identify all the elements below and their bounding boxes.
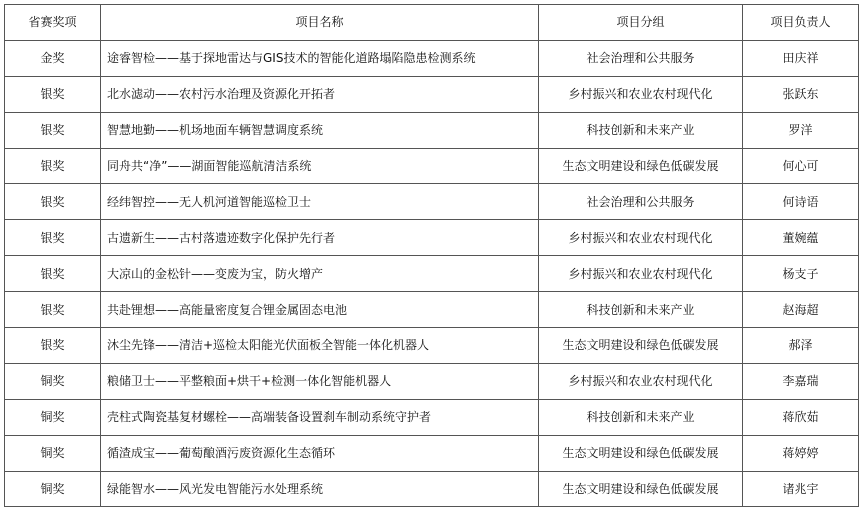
award-cell: 银奖 xyxy=(5,148,101,184)
project-group-cell: 生态文明建设和绿色低碳发展 xyxy=(539,435,743,471)
award-cell: 银奖 xyxy=(5,292,101,328)
table-row xyxy=(5,328,859,364)
header-row xyxy=(5,5,859,41)
project-leader-cell: 何心可 xyxy=(743,148,859,184)
award-cell: 铜奖 xyxy=(5,435,101,471)
project-group-cell: 生态文明建设和绿色低碳发展 xyxy=(539,471,743,507)
header-project-leader: 项目负责人 xyxy=(743,5,859,41)
project-name-cell: 途睿智检——基于探地雷达与GIS技术的智能化道路塌陷隐患检测系统 xyxy=(101,40,539,76)
project-group-cell: 乡村振兴和农业农村现代化 xyxy=(539,220,743,256)
project-group-cell: 科技创新和未来产业 xyxy=(539,112,743,148)
project-leader-cell: 田庆祥 xyxy=(743,40,859,76)
project-group-cell: 科技创新和未来产业 xyxy=(539,399,743,435)
table-header xyxy=(5,5,859,41)
table-row xyxy=(5,471,859,507)
project-leader-cell: 张跃东 xyxy=(743,76,859,112)
header-project-name: 项目名称 xyxy=(101,5,539,41)
award-cell: 铜奖 xyxy=(5,363,101,399)
award-cell: 银奖 xyxy=(5,328,101,364)
table-row xyxy=(5,40,859,76)
award-cell: 银奖 xyxy=(5,220,101,256)
project-group-cell: 科技创新和未来产业 xyxy=(539,292,743,328)
project-name-cell: 经纬智控——无人机河道智能巡检卫士 xyxy=(101,184,539,220)
project-name-cell: 同舟共“净”——湖面智能巡航清洁系统 xyxy=(101,148,539,184)
table-row xyxy=(5,112,859,148)
table-row xyxy=(5,256,859,292)
project-leader-cell: 董婉蕴 xyxy=(743,220,859,256)
table-row xyxy=(5,184,859,220)
project-name-cell: 古遗新生——古村落遗迹数字化保护先行者 xyxy=(101,220,539,256)
table-row xyxy=(5,148,859,184)
header-project-group: 项目分组 xyxy=(539,5,743,41)
project-leader-cell: 罗洋 xyxy=(743,112,859,148)
table-row xyxy=(5,363,859,399)
project-leader-cell: 赵海超 xyxy=(743,292,859,328)
award-cell: 银奖 xyxy=(5,112,101,148)
project-name-cell: 大凉山的金松针——变废为宝，防火增产 xyxy=(101,256,539,292)
project-leader-cell: 蒋婷婷 xyxy=(743,435,859,471)
award-cell: 银奖 xyxy=(5,76,101,112)
project-name-cell: 沐尘先锋——清洁+巡检太阳能光伏面板全智能一体化机器人 xyxy=(101,328,539,364)
project-group-cell: 生态文明建设和绿色低碳发展 xyxy=(539,148,743,184)
table-row xyxy=(5,76,859,112)
project-group-cell: 生态文明建设和绿色低碳发展 xyxy=(539,328,743,364)
award-cell: 银奖 xyxy=(5,256,101,292)
award-cell: 银奖 xyxy=(5,184,101,220)
project-group-cell: 乡村振兴和农业农村现代化 xyxy=(539,76,743,112)
project-name-cell: 智慧地勤——机场地面车辆智慧调度系统 xyxy=(101,112,539,148)
project-leader-cell: 何诗语 xyxy=(743,184,859,220)
project-name-cell: 绿能智水——风光发电智能污水处理系统 xyxy=(101,471,539,507)
project-leader-cell: 蒋欣茹 xyxy=(743,399,859,435)
project-group-cell: 乡村振兴和农业农村现代化 xyxy=(539,256,743,292)
project-group-cell: 社会治理和公共服务 xyxy=(539,184,743,220)
project-name-cell: 循渣成宝——葡萄酿酒污废资源化生态循环 xyxy=(101,435,539,471)
project-group-cell: 乡村振兴和农业农村现代化 xyxy=(539,363,743,399)
project-leader-cell: 李嘉瑞 xyxy=(743,363,859,399)
project-leader-cell: 杨支子 xyxy=(743,256,859,292)
award-cell: 金奖 xyxy=(5,40,101,76)
awards-table xyxy=(4,4,859,507)
header-award: 省赛奖项 xyxy=(5,5,101,41)
table-row xyxy=(5,399,859,435)
table-row xyxy=(5,220,859,256)
table-row xyxy=(5,435,859,471)
table-row xyxy=(5,292,859,328)
project-name-cell: 北水滤动——农村污水治理及资源化开拓者 xyxy=(101,76,539,112)
project-leader-cell: 诸兆宇 xyxy=(743,471,859,507)
table-body xyxy=(5,40,859,507)
award-cell: 铜奖 xyxy=(5,399,101,435)
project-name-cell: 壳柱式陶瓷基复材螺栓——高端装备设置刹车制动系统守护者 xyxy=(101,399,539,435)
project-group-cell: 社会治理和公共服务 xyxy=(539,40,743,76)
project-name-cell: 粮储卫士——平整粮面+烘干+检测一体化智能机器人 xyxy=(101,363,539,399)
project-leader-cell: 郝泽 xyxy=(743,328,859,364)
project-name-cell: 共赴锂想——高能量密度复合锂金属固态电池 xyxy=(101,292,539,328)
award-cell: 铜奖 xyxy=(5,471,101,507)
